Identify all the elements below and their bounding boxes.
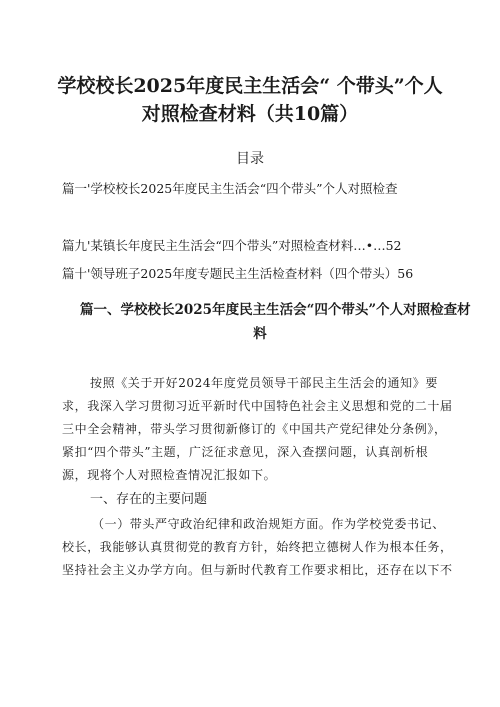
paragraph-line: 源，现将个人对照检查情况汇报如下。: [62, 468, 277, 482]
paragraph-line: 按照《关于开好2024年度党员领导干部民主生活会的通知》要: [90, 376, 438, 390]
paragraph-line: （一）带头严守政治纪律和政治规矩方面。作为学校党委书记、: [92, 517, 445, 531]
document-title: [40, 72, 460, 128]
section-title: [80, 298, 470, 346]
section-title-line-2: 料: [253, 326, 267, 342]
paragraph-line: 求，我深入学习贯彻习近平新时代中国特色社会主义思想和党的二十届: [62, 399, 453, 413]
document-title-line-1: 学校校长2025年度民主生活会“ 个带头”个人: [57, 75, 443, 97]
paragraph-line: 坚持社会主义办学方向。但与新时代教育工作要求相比，还存在以下不: [62, 563, 453, 577]
intro-paragraph: [62, 372, 458, 487]
document-title-line-2: 对照检查材料（共10篇）: [141, 103, 359, 125]
toc-item[interactable]: 篇一'学校校长2025年度民主生活会“四个带头”个人对照检查: [62, 181, 398, 196]
toc-item[interactable]: 篇十'领导班子2025年度专题民主生活检查材料（四个带头）56: [62, 266, 414, 281]
paragraph-line: 紧扣“四个带头”主题，广泛征求意见，深入查摆问题，认真剖析根: [62, 445, 429, 459]
toc-heading: 目录: [236, 151, 264, 167]
problems-paragraph: [62, 513, 458, 582]
toc-item[interactable]: 篇九'某镇长年度民主生活会“四个带头”对照检查材料…•…52: [62, 238, 402, 253]
section-title-line-1: 篇一、学校校长2025年度民主生活会“四个带头”个人对照检查材: [80, 302, 471, 318]
paragraph-line: 三中全会精神，带头学习贯彻新修订的《中国共产党纪律处分条例》，: [62, 422, 447, 436]
subheading-main-problems: 一、存在的主要问题: [90, 492, 208, 507]
paragraph-line: 校长，我能够认真贯彻党的教育方针，始终把立德树人作为根本任务，: [62, 540, 453, 554]
